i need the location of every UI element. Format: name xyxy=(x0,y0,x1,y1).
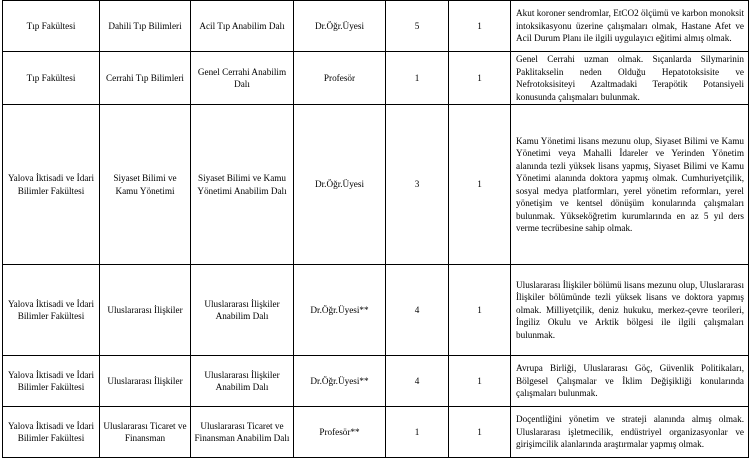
description-text: Uluslararası İlişkiler bölümü lisans mezunu olup, Uluslararası İlişkiler bölümünde tezli yüksek lisans ve doktora yapmış olmak. Milliyetçilik, deniz hukuku, merkez-çevre teorileri, İngiliz Okulu ve Arktik bölgesi ile ilgili çalışmaları bulunmak. xyxy=(516,279,744,340)
description-cell xyxy=(511,356,749,407)
description-text: Akut koroner sendromlar, EtCO2 ölçümü ve karbon monoksit intoksikasyonu üzerine çalışmaları olmak, Hastane Afet ve Acil Durum Planı ile ilgili uygulayıcı eğitimi almış olmak. xyxy=(516,8,744,44)
description-text: Doçentliğini yönetim ve strateji alanında almış olmak. Uluslararası işletmecilik, endüstriyel organizasyonlar ve girişimcilik alanlarında araştırmalar yapmış olmak. xyxy=(516,414,744,450)
title-cell: Dr.Öğr.Üyesi** xyxy=(294,356,386,407)
count-a-cell: 5 xyxy=(386,1,449,52)
title-cell: Dr.Öğr.Üyesi** xyxy=(294,265,386,356)
count-a-cell: 3 xyxy=(386,105,449,265)
department-cell: Uluslararası İlişkiler xyxy=(100,356,191,407)
department-cell: Uluslararası İlişkiler xyxy=(100,265,191,356)
faculty-cell: Tıp Fakültesi xyxy=(3,1,100,52)
department-cell: Dahili Tıp Bilimleri xyxy=(100,1,191,52)
description-text: Genel Cerrahi uzman olmak. Sıçanlarda Silymarinin Paklitakselin neden Olduğu Hepatotoksisite ve Nefrotoksisiteyi Azaltmadaki Terapötik Potansiyeli konusunda çalışmaları bulunmak. xyxy=(516,54,744,102)
count-b-cell: 1 xyxy=(449,265,511,356)
program-cell: Genel Cerrahi Anabilim Dalı xyxy=(191,52,294,105)
description-cell xyxy=(511,265,749,356)
description-cell xyxy=(511,407,749,458)
faculty-cell: Yalova İktisadi ve İdari Bilimler Fakültesi xyxy=(3,265,100,356)
description-text: Avrupa Birliği, Uluslararası Göç, Güvenlik Politikaları, Bölgesel Çalışmalar ve İklim Değişikliği konularında çalışmaları bulunmak. xyxy=(516,363,744,399)
count-b-cell: 1 xyxy=(449,1,511,52)
count-b-cell: 1 xyxy=(449,52,511,105)
description-text: Kamu Yönetimi lisans mezunu olup, Siyaset Bilimi ve Kamu Yönetimi veya Mahalli İdareler ve Yerinden Yönetim alanında tezli yüksek lisans yapmış, Siyaset Bilimi ve Kamu Yönetimi alanında doktora yapmış olmak. Cumhuriyetçilik, sosyal medya platformları, yerel yönetim reformları, yerel yönetişim ve kentsel dönüşüm konularında çalışmaları bulunmak. Yükseköğretim kurumlarında en az 5 yıl ders verme tecrübesine sahip olmak. xyxy=(516,135,744,233)
table-row xyxy=(3,356,749,407)
description-cell xyxy=(511,52,749,105)
department-cell: Siyaset Bilimi ve Kamu Yönetimi xyxy=(100,105,191,265)
program-cell: Siyaset Bilimi ve Kamu Yönetimi Anabilim Dalı xyxy=(191,105,294,265)
table-row xyxy=(3,265,749,356)
count-b-cell: 1 xyxy=(449,105,511,265)
title-cell: Profesör** xyxy=(294,407,386,458)
table-row xyxy=(3,407,749,458)
count-a-cell: 1 xyxy=(386,52,449,105)
program-cell: Uluslararası Ticaret ve Finansman Anabilim Dalı xyxy=(191,407,294,458)
table-row xyxy=(3,52,749,105)
program-cell: Uluslararası İlişkiler Anabilim Dalı xyxy=(191,265,294,356)
department-cell: Uluslararası Ticaret ve Finansman xyxy=(100,407,191,458)
title-cell: Dr.Öğr.Üyesi xyxy=(294,1,386,52)
count-a-cell: 4 xyxy=(386,265,449,356)
table-row xyxy=(3,105,749,265)
count-a-cell: 1 xyxy=(386,407,449,458)
program-cell: Acil Tıp Anabilim Dalı xyxy=(191,1,294,52)
description-cell xyxy=(511,105,749,265)
faculty-cell: Tıp Fakültesi xyxy=(3,52,100,105)
table-row xyxy=(3,1,749,52)
description-cell xyxy=(511,1,749,52)
faculty-cell: Yalova İktisadi ve İdari Bilimler Fakültesi xyxy=(3,105,100,265)
count-a-cell: 4 xyxy=(386,356,449,407)
count-b-cell: 1 xyxy=(449,407,511,458)
department-cell: Cerrahi Tıp Bilimleri xyxy=(100,52,191,105)
faculty-cell: Yalova İktisadi ve İdari Bilimler Fakültesi xyxy=(3,356,100,407)
program-cell: Uluslararası İlişkiler Anabilim Dalı xyxy=(191,356,294,407)
title-cell: Dr.Öğr.Üyesi xyxy=(294,105,386,265)
faculty-cell: Yalova İktisadi ve İdari Bilimler Fakültesi xyxy=(3,407,100,458)
title-cell: Profesör xyxy=(294,52,386,105)
count-b-cell: 1 xyxy=(449,356,511,407)
positions-table xyxy=(2,0,749,458)
